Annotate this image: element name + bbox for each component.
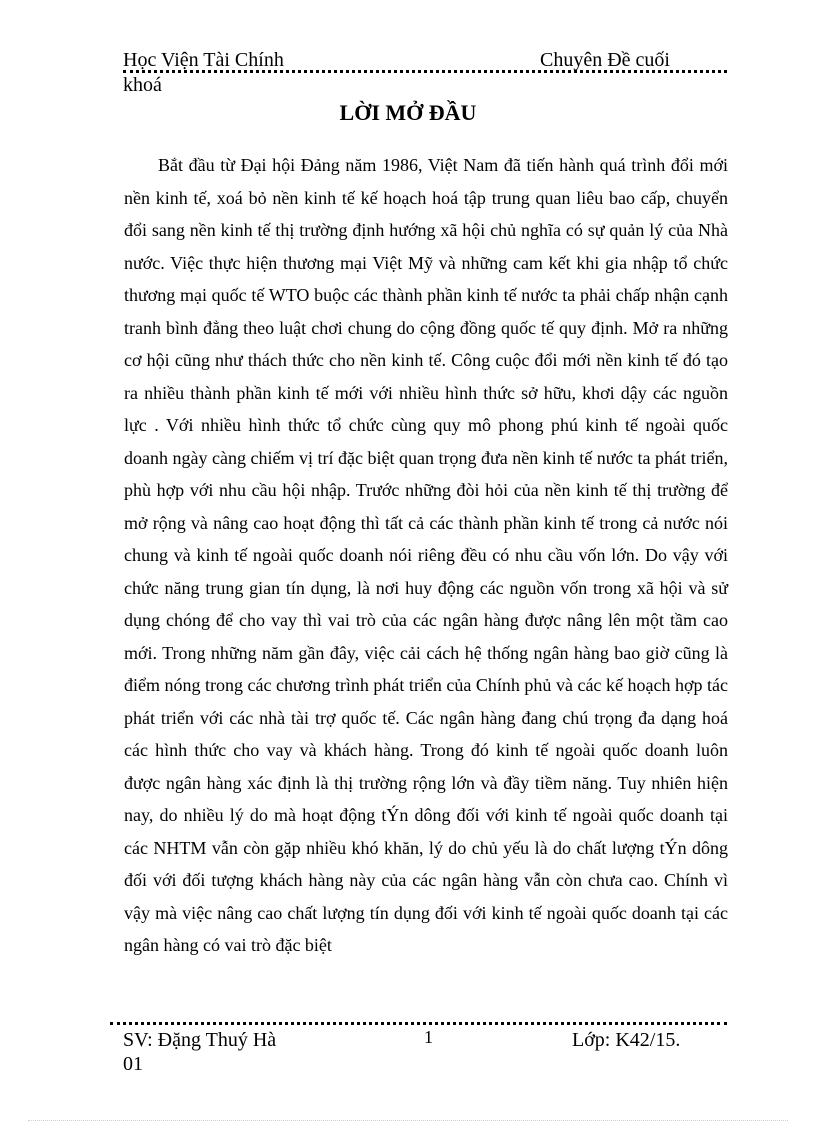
footer-student-name-wrap: 01: [123, 1053, 143, 1075]
header-dotted-rule: [123, 70, 727, 73]
body-paragraph: Bắt đầu từ Đại hội Đảng năm 1986, Việt Nam đã tiến hành quá trình đổi mới nền kinh tế, xoá bỏ nền kinh tế kế hoạch hoá tập trung quan liêu bao cấp, chuyển đổi sang nền kinh tế thị trường định hướng xã hội chủ nghĩa có sự quản lý của Nhà nước. Việc thực hiện thương mại Việt Mỹ và những cam kết khi gia nhập tổ chức thương mại quốc tế WTO buộc các thành phần kinh tế nước ta phải chấp nhận cạnh tranh bình đẳng theo luật chơi chung do cộng đồng quốc tế quy định. Mở ra những cơ hội cũng như thách thức cho nền kinh tế. Công cuộc đổi mới nền kinh tế đó tạo ra nhiều thành phần kinh tế mới với nhiều hình thức sở hữu, khơi dậy các nguồn lực . Với nhiều hình thức tổ chức cùng quy mô phong phú kinh tế ngoài quốc doanh ngày càng chiếm vị trí đặc biệt quan trọng đưa nền kinh tế nước ta phát triển, phù hợp với nhu cầu hội nhập. Trước những đòi hỏi của nền kinh tế thị trường để mở rộng và nâng cao hoạt động thì tất cả các thành phần kinh tế trong cả nước nói chung và kinh tế ngoài quốc doanh nói riêng đều có nhu cầu vốn lớn. Do vậy với chức năng trung gian tín dụng, là nơi huy động các nguồn vốn trong xã hội và sử dụng chóng để cho vay thì vai trò của các ngân hàng được nâng lên một tầm cao mới. Trong những năm gần đây, việc cải cách hệ thống ngân hàng bao giờ cũng là điểm nóng trong các chương trình phát triển của Chính phủ và các kế hoạch hợp tác phát triển với các nhà tài trợ quốc tế. Các ngân hàng đang chú trọng đa dạng hoá các hình thức cho vay và khách hàng. Trong đó kinh tế ngoài quốc doanh luôn được ngân hàng xác định là thị trường rộng lớn và đầy tiềm năng. Tuy nhiên hiện nay, do nhiều lý do mà hoạt động tÝn dông đối với kinh tế ngoài quốc doanh tại các NHTM vẫn còn gặp nhiều khó khăn, lý do chủ yếu là do chất lượng tÝn dông đối với đối tượng khách hàng này của các ngân hàng vẫn còn chưa cao. Chính vì vậy mà việc nâng cao chất lượng tín dụng đối với kinh tế ngoài quốc doanh tại các ngân hàng có vai trò đặc biệt: [124, 155, 728, 955]
footer-dotted-rule: [110, 1022, 727, 1025]
header-document-type: Chuyên Đề cuối: [540, 49, 670, 71]
page-number: 1: [424, 1027, 433, 1047]
footer-student-name: SV: Đặng Thuý Hà: [123, 1029, 277, 1051]
body-text: [124, 149, 728, 962]
page-edge-divider: [28, 1120, 788, 1121]
header-institution: Học Viện Tài Chính: [123, 49, 284, 71]
header-document-type-wrap: khoá: [123, 74, 162, 96]
page-title: LỜI MỞ ĐẦU: [339, 100, 477, 125]
footer-class: Lớp: K42/15.: [572, 1029, 681, 1051]
